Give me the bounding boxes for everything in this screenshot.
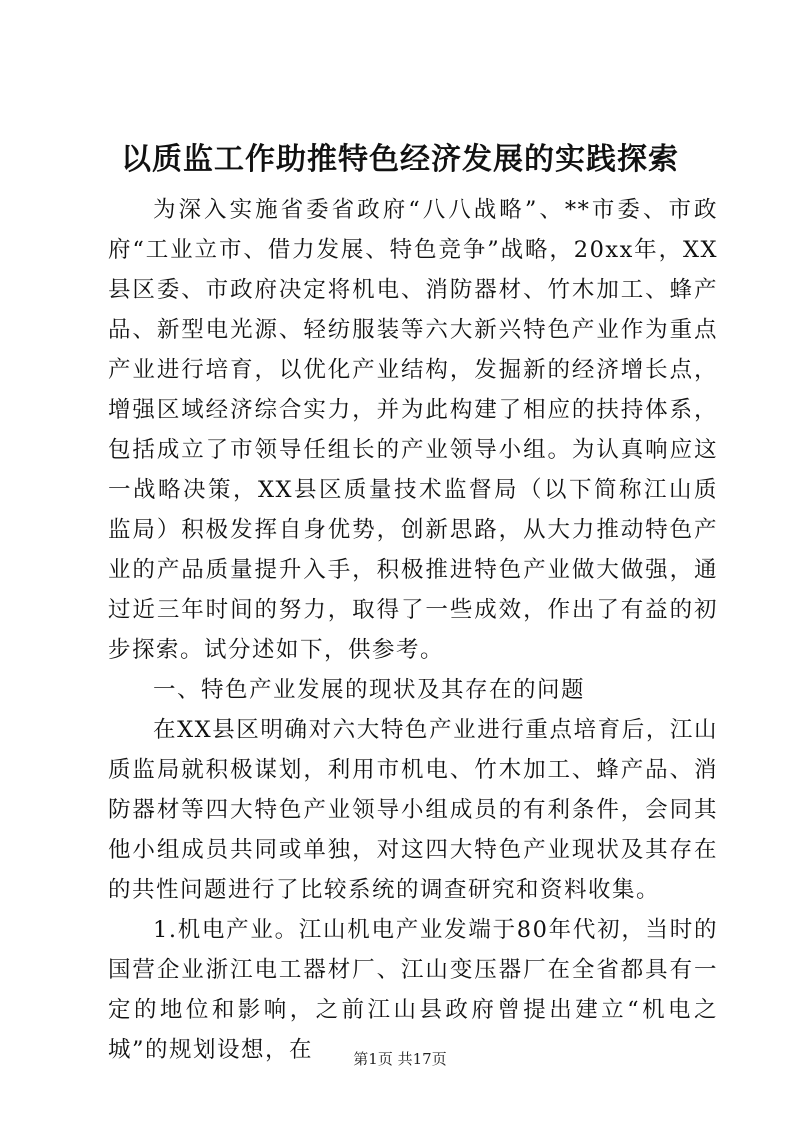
document-title: 以质监工作助推特色经济发展的实践探索: [121, 142, 679, 177]
paragraph-intro: 为深入实施省委省政府“八八战略”、**市委、市政府“工业立市、借力发展、特色竞争”战略，20xx年，XX县区委、市政府决定将机电、消防器材、竹木加工、蜂产品、新型电光源、轻纺服装等六大新兴特色产业作为重点产业进行培育，以优化产业结构，发掘新的经济增长点，增强区域经济综合实力，并为此构建了相应的扶持体系，包括成立了市领导任组长的产业领导小组。为认真响应这一战略决策，XX县区质量技术监督局（以下简称江山质监局）积极发挥自身优势，创新思路，从大力推动特色产业的产品质量提升入手，积极推进特色产业做大做强，通过近三年时间的努力，取得了一些成效，作出了有益的初步探索。试分述如下，供参考。: [108, 197, 718, 663]
page-footer: [0, 1048, 800, 1070]
paragraph-electromechanical: 1.机电产业。江山机电产业发端于80年代初，当时的国营企业浙江电工器材厂、江山变压器厂在全省都具有一定的地位和影响，之前江山县政府曾提出建立“机电之城”的规划设想，在: [108, 917, 718, 1063]
page-number-label: 第1页 共17页: [353, 1050, 447, 1068]
paragraph-status: 在XX县区明确对六大特色产业进行重点培育后，江山质监局就积极谋划，利用市机电、竹木加工、蜂产品、消防器材等四大特色产业领导小组成员的有利条件，会同其他小组成员共同或单独，对这四大特色产业现状及其存在的共性问题进行了比较系统的调查研究和资料收集。: [108, 717, 718, 903]
section-heading: 一、特色产业发展的现状及其存在的问题: [153, 677, 586, 703]
document-body: [108, 190, 718, 1070]
